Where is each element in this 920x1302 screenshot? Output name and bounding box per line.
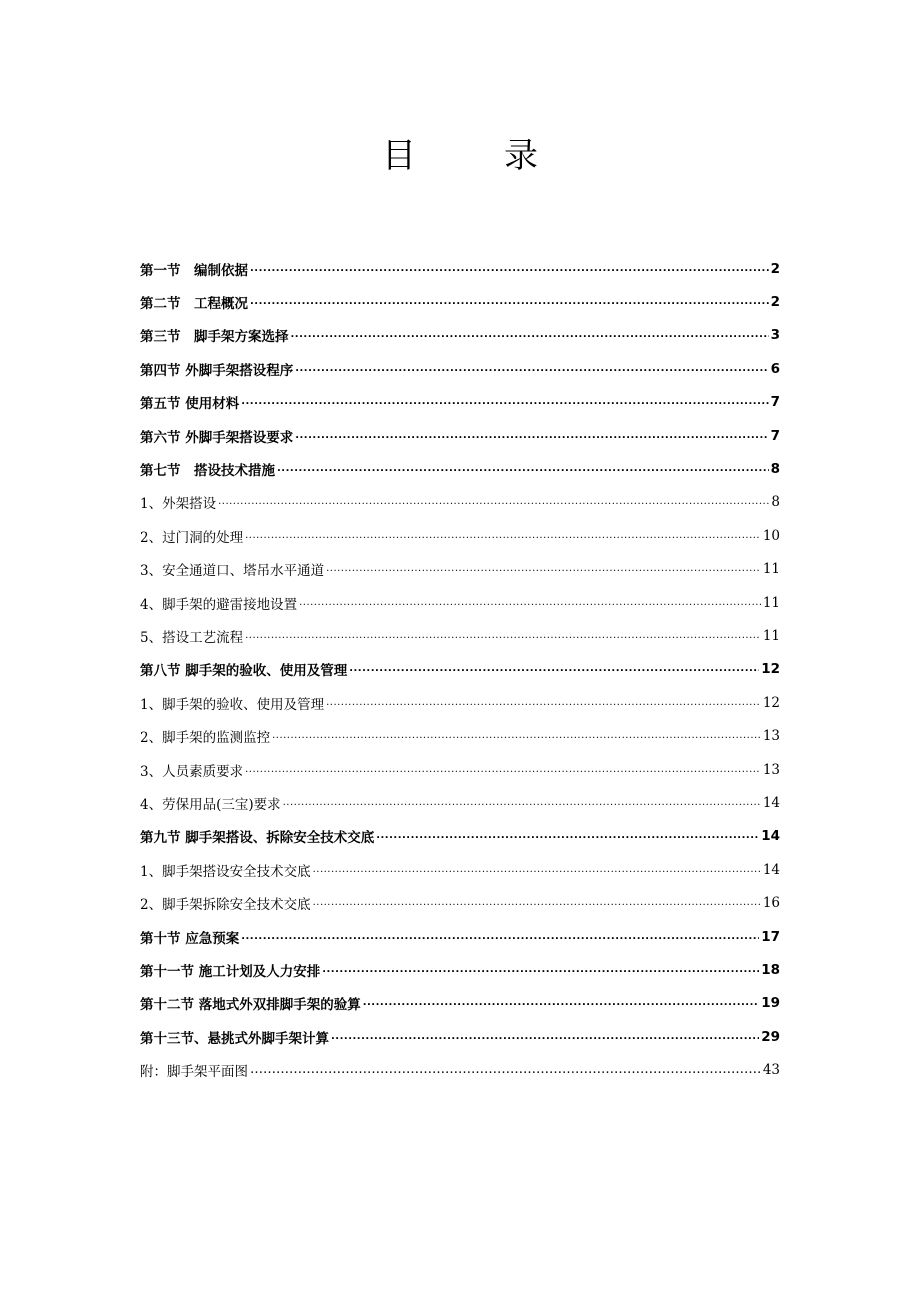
toc-entry-label: 第十二节 落地式外双排脚手架的验算 bbox=[140, 997, 361, 1014]
toc-entry-label: 2、过门洞的处理 bbox=[140, 529, 244, 546]
toc-page-number: 11 bbox=[762, 561, 780, 578]
toc-page-number: 18 bbox=[761, 961, 780, 978]
toc-entry-label: 第四节 外脚手架搭设程序 bbox=[140, 362, 294, 379]
toc-dot-leader bbox=[291, 330, 769, 344]
toc-dot-leader bbox=[241, 932, 759, 946]
toc-entry[interactable] bbox=[140, 386, 780, 419]
toc-entry-label: 第八节 脚手架的验收、使用及管理 bbox=[140, 663, 348, 680]
toc-entry[interactable] bbox=[140, 719, 780, 752]
toc-dot-leader bbox=[299, 598, 761, 612]
toc-entry[interactable] bbox=[140, 553, 780, 586]
toc-dot-leader bbox=[363, 998, 760, 1012]
toc-entry-label: 1、外架搭设 bbox=[140, 496, 217, 513]
toc-dot-leader bbox=[313, 865, 761, 879]
toc-dot-leader bbox=[331, 1032, 759, 1046]
toc-entry-label: 3、人员素质要求 bbox=[140, 763, 244, 780]
toc-dot-leader bbox=[250, 264, 769, 278]
title-char-2: 录 bbox=[504, 136, 538, 176]
toc-dot-leader bbox=[245, 631, 761, 645]
toc-entry[interactable] bbox=[140, 419, 780, 452]
toc-entry-label: 第九节 脚手架搭设、拆除安全技术交底 bbox=[140, 830, 375, 847]
toc-dot-leader bbox=[326, 564, 761, 578]
toc-page-number: 12 bbox=[761, 661, 780, 678]
toc-entry-label: 第十三节、悬挑式外脚手架计算 bbox=[140, 1030, 329, 1047]
toc-entry[interactable] bbox=[140, 820, 780, 853]
toc-dot-leader bbox=[295, 431, 768, 445]
toc-entry[interactable] bbox=[140, 586, 780, 619]
toc-page-number: 14 bbox=[762, 794, 780, 811]
toc-page-number: 8 bbox=[771, 494, 780, 511]
toc-entry-label: 2、脚手架拆除安全技术交底 bbox=[140, 897, 311, 914]
toc-page-number: 10 bbox=[762, 527, 780, 544]
toc-entry-label: 4、脚手架的避雷接地设置 bbox=[140, 596, 298, 613]
toc-entry[interactable] bbox=[140, 886, 780, 919]
toc-entry-label: 第十节 应急预案 bbox=[140, 930, 240, 947]
toc-entry-label: 第一节 编制依据 bbox=[140, 262, 248, 279]
toc-dot-leader bbox=[250, 297, 769, 311]
toc-entry[interactable] bbox=[140, 519, 780, 552]
toc-entry[interactable] bbox=[140, 452, 780, 485]
toc-entry[interactable] bbox=[140, 1053, 780, 1086]
toc-page-number: 3 bbox=[770, 327, 780, 344]
toc-dot-leader bbox=[322, 965, 759, 979]
toc-entry-label: 第七节 搭设技术措施 bbox=[140, 463, 275, 480]
toc-page-number: 19 bbox=[761, 995, 780, 1012]
toc-entry[interactable] bbox=[140, 319, 780, 352]
page-title bbox=[0, 128, 920, 178]
toc-entry[interactable] bbox=[140, 285, 780, 318]
toc-page-number: 8 bbox=[770, 461, 780, 478]
toc-page-number: 7 bbox=[770, 394, 780, 411]
toc-page-number: 29 bbox=[761, 1028, 780, 1045]
toc-entry-label: 1、脚手架的验收、使用及管理 bbox=[140, 696, 325, 713]
toc-entry-label: 4、劳保用品(三宝)要求 bbox=[140, 796, 281, 813]
toc-dot-leader bbox=[245, 531, 761, 545]
toc-entry-label: 第六节 外脚手架搭设要求 bbox=[140, 429, 294, 446]
toc-dot-leader bbox=[218, 497, 769, 511]
toc-page-number: 13 bbox=[762, 761, 780, 778]
toc-page-number: 16 bbox=[762, 895, 780, 912]
toc-entry[interactable] bbox=[140, 753, 780, 786]
toc-entry[interactable] bbox=[140, 920, 780, 953]
table-of-contents bbox=[140, 252, 780, 1087]
toc-entry[interactable] bbox=[140, 486, 780, 519]
toc-entry[interactable] bbox=[140, 1020, 780, 1053]
toc-entry[interactable] bbox=[140, 953, 780, 986]
toc-dot-leader bbox=[250, 1065, 761, 1079]
toc-entry-label: 3、安全通道口、塔吊水平通道 bbox=[140, 563, 325, 580]
toc-entry-label: 5、搭设工艺流程 bbox=[140, 629, 244, 646]
toc-page-number: 17 bbox=[761, 928, 780, 945]
toc-entry-label: 2、脚手架的监测监控 bbox=[140, 730, 271, 747]
title-char-1: 目 bbox=[382, 136, 416, 176]
toc-page-number: 11 bbox=[762, 594, 780, 611]
toc-dot-leader bbox=[283, 798, 761, 812]
toc-entry-label: 附：脚手架平面图 bbox=[140, 1064, 248, 1081]
toc-dot-leader bbox=[277, 464, 769, 478]
toc-page-number: 2 bbox=[770, 294, 780, 311]
toc-page-number: 12 bbox=[762, 694, 780, 711]
toc-entry-label: 第十一节 施工计划及人力安排 bbox=[140, 963, 321, 980]
toc-page-number: 13 bbox=[762, 728, 780, 745]
toc-entry-label: 1、脚手架搭设安全技术交底 bbox=[140, 863, 311, 880]
toc-dot-leader bbox=[376, 831, 759, 845]
toc-page-number: 14 bbox=[761, 828, 780, 845]
toc-dot-leader bbox=[326, 698, 761, 712]
toc-entry-label: 第二节 工程概况 bbox=[140, 296, 248, 313]
toc-entry[interactable] bbox=[140, 786, 780, 819]
toc-entry[interactable] bbox=[140, 619, 780, 652]
toc-page-number: 2 bbox=[770, 260, 780, 277]
toc-entry-label: 第三节 脚手架方案选择 bbox=[140, 329, 289, 346]
toc-page-number: 7 bbox=[770, 427, 780, 444]
toc-page-number: 6 bbox=[770, 360, 780, 377]
toc-entry[interactable] bbox=[140, 987, 780, 1020]
toc-dot-leader bbox=[349, 664, 759, 678]
toc-entry[interactable] bbox=[140, 252, 780, 285]
toc-entry[interactable] bbox=[140, 853, 780, 886]
toc-dot-leader bbox=[245, 765, 761, 779]
toc-entry[interactable] bbox=[140, 653, 780, 686]
toc-page-number: 43 bbox=[762, 1062, 780, 1079]
toc-dot-leader bbox=[272, 731, 761, 745]
toc-entry[interactable] bbox=[140, 686, 780, 719]
toc-page-number: 14 bbox=[762, 861, 780, 878]
toc-entry-label: 第五节 使用材料 bbox=[140, 396, 240, 413]
toc-dot-leader bbox=[295, 364, 768, 378]
toc-dot-leader bbox=[313, 898, 761, 912]
toc-dot-leader bbox=[241, 397, 768, 411]
toc-page-number: 11 bbox=[762, 627, 780, 644]
toc-entry[interactable] bbox=[140, 352, 780, 385]
